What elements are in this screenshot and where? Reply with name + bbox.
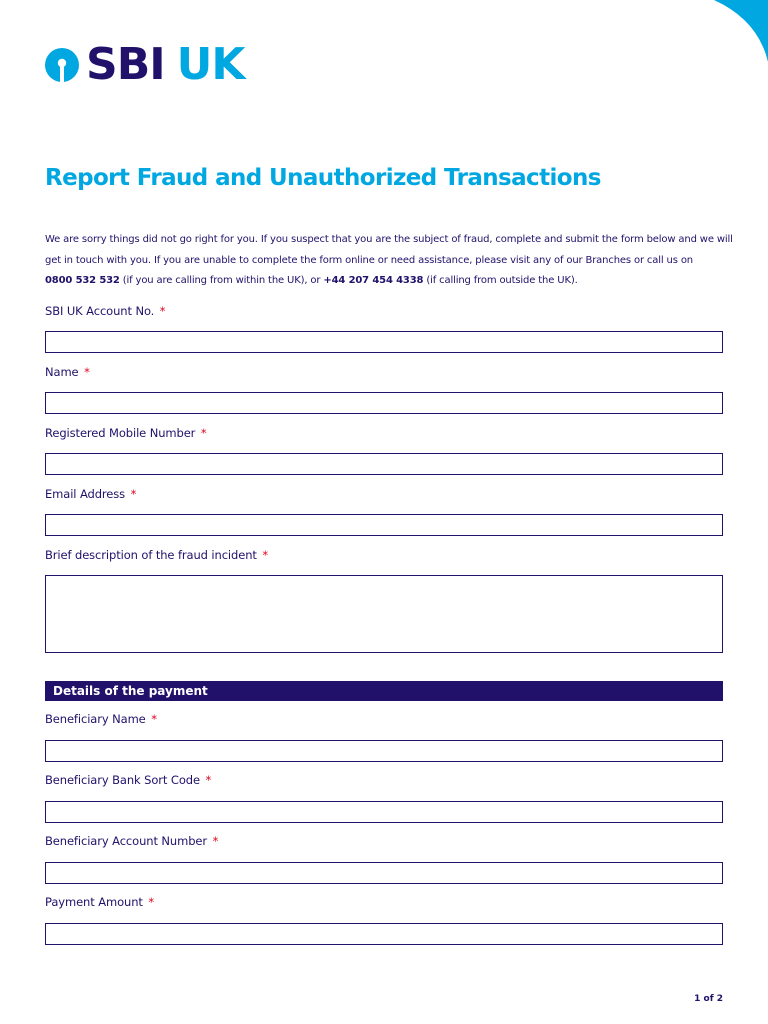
intro-line-3 <box>45 271 735 292</box>
sort-code-label <box>45 773 211 787</box>
logo-text-uk: UK <box>176 39 245 90</box>
beneficiary-name-label-text: Beneficiary Name <box>45 712 146 726</box>
intro-line-2: get in touch with you. If you are unable to complete the form online or need assistance, please visit any of our Branches or call us on <box>45 254 693 266</box>
logo-text-sbi: SBI <box>86 39 165 90</box>
payment-amount-label <box>45 895 154 909</box>
mobile-label-text: Registered Mobile Number <box>45 426 196 440</box>
required-marker: * <box>200 426 207 440</box>
sbi-uk-logo <box>44 39 245 90</box>
intro-line-1: We are sorry things did not go right for you. If you suspect that you are the subject of fraud, complete and submit the form below and we will <box>45 234 733 245</box>
required-marker: * <box>262 548 269 562</box>
beneficiary-name-label <box>45 712 157 726</box>
payment-amount-input[interactable] <box>45 923 723 945</box>
intl-phone-note: (if calling from outside the UK). <box>423 275 578 286</box>
required-marker: * <box>159 304 166 318</box>
mobile-input[interactable] <box>45 453 723 475</box>
required-marker: * <box>151 712 157 726</box>
required-marker: * <box>84 365 90 379</box>
account-no-label <box>45 304 165 318</box>
required-marker: * <box>205 773 212 787</box>
description-textarea[interactable] <box>45 575 723 653</box>
mobile-label <box>45 426 207 440</box>
required-marker: * <box>148 895 155 909</box>
payment-amount-label-text: Payment Amount <box>45 895 143 909</box>
sort-code-label-text: Beneficiary Bank Sort Code <box>45 773 200 787</box>
page-title: Report Fraud and Unauthorized Transactions <box>45 165 601 191</box>
required-marker: * <box>212 834 219 848</box>
name-label <box>45 365 90 379</box>
description-label-text: Brief description of the fraud incident <box>45 548 257 562</box>
intro-paragraph <box>45 230 735 292</box>
description-label <box>45 548 268 562</box>
payment-section-header: Details of the payment <box>45 681 723 701</box>
uk-phone-note: (if you are calling from within the UK), or <box>119 275 324 286</box>
beneficiary-account-input[interactable] <box>45 862 723 884</box>
name-input[interactable] <box>45 392 723 414</box>
name-label-text: Name <box>45 365 79 379</box>
email-label <box>45 487 136 501</box>
beneficiary-account-label-text: Beneficiary Account Number <box>45 834 208 848</box>
email-input[interactable] <box>45 514 723 536</box>
intl-phone-number: +44 207 454 4338 <box>323 275 424 286</box>
beneficiary-account-label <box>45 834 218 848</box>
account-no-label-text: SBI UK Account No. <box>45 304 155 318</box>
required-marker: * <box>130 487 137 501</box>
corner-decoration <box>648 0 768 120</box>
page-indicator: 1 of 2 <box>694 994 723 1004</box>
sort-code-input[interactable] <box>45 801 723 823</box>
sbi-logo-icon <box>44 47 80 83</box>
account-no-input[interactable] <box>45 331 723 353</box>
beneficiary-name-input[interactable] <box>45 740 723 762</box>
uk-phone-number: 0800 532 532 <box>45 275 120 286</box>
email-label-text: Email Address <box>45 487 126 501</box>
